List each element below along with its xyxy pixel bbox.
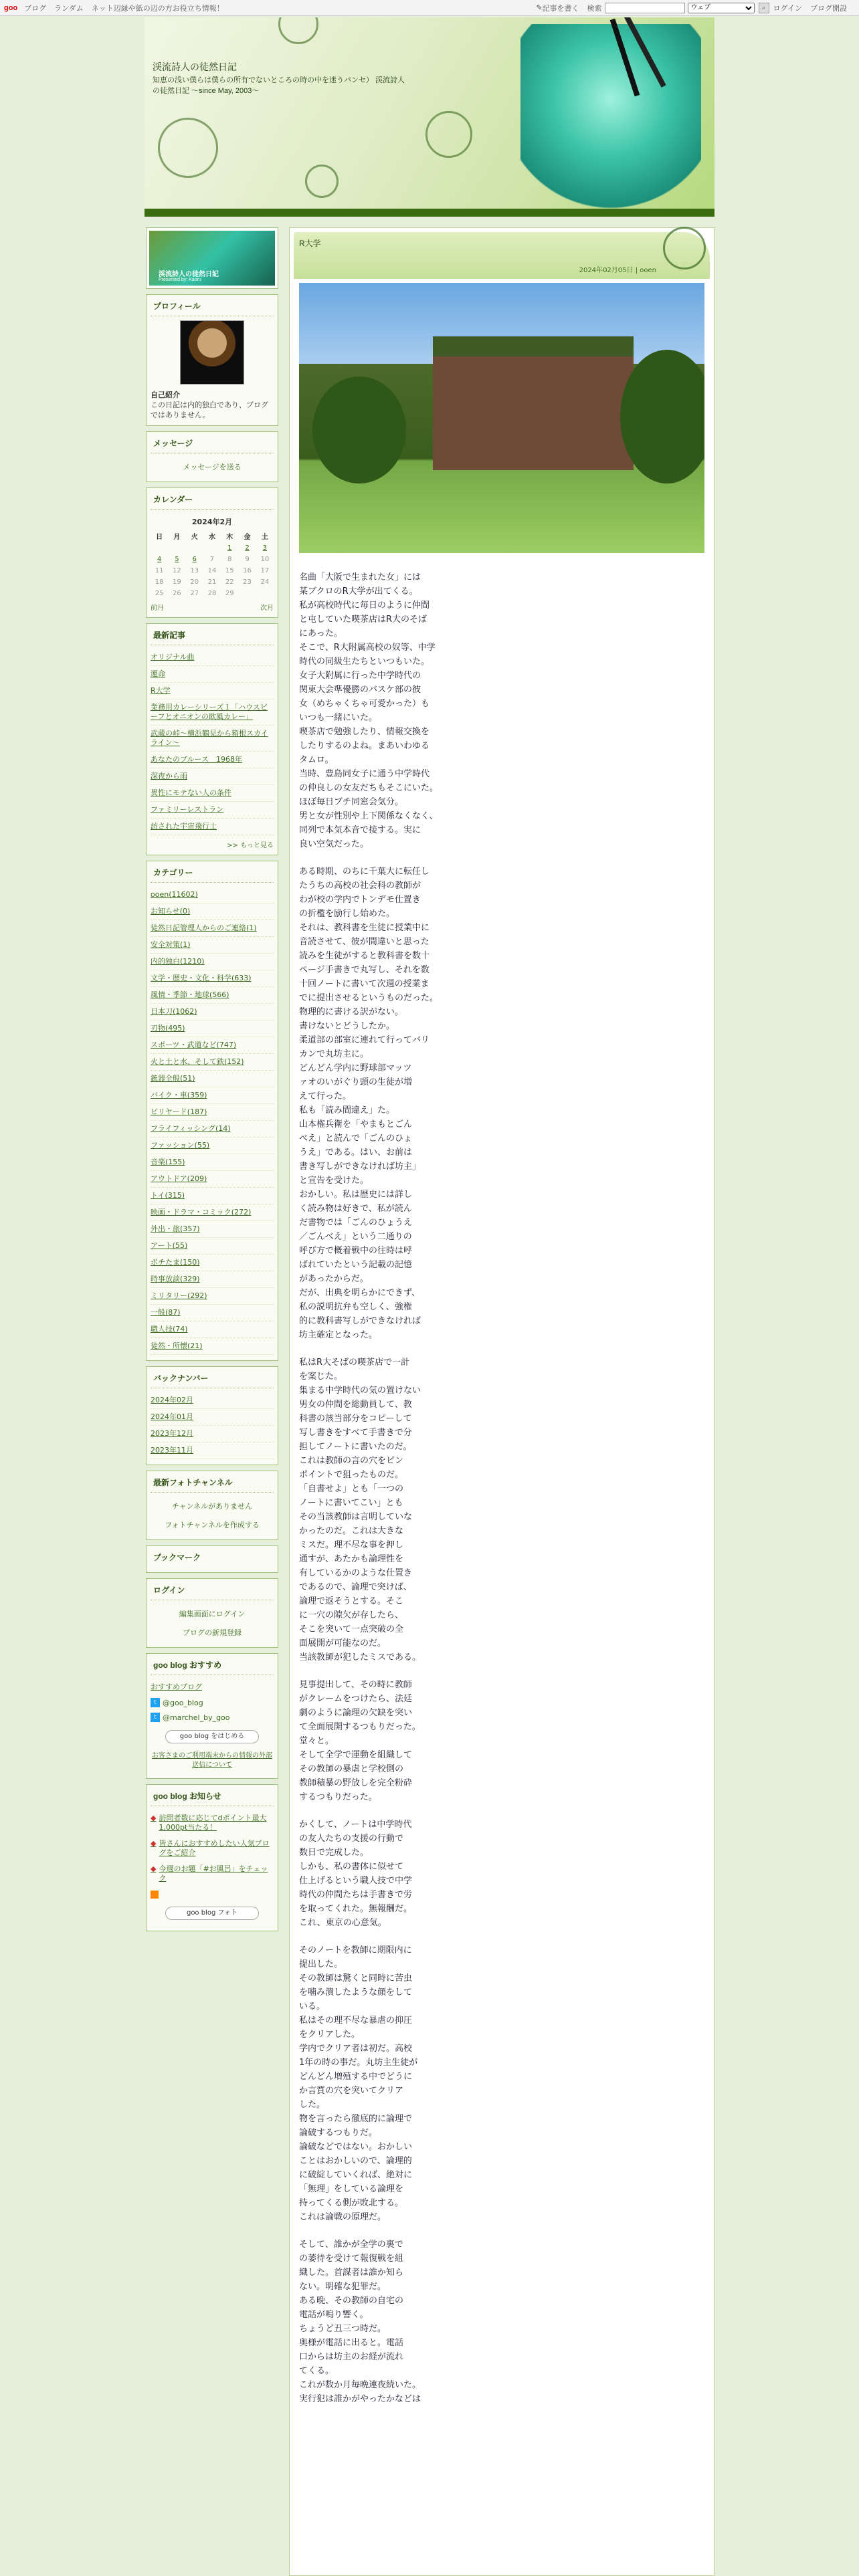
category-link[interactable]: 銃器全般(51)	[151, 1071, 274, 1087]
recent-posts-box	[146, 623, 278, 855]
calendar-day	[238, 588, 256, 599]
category-link[interactable]: 日本刀(1062)	[151, 1004, 274, 1021]
open-blog-link[interactable]: ブログ開設	[810, 3, 847, 13]
tree-shape	[312, 377, 406, 484]
send-message-link[interactable]: メッセージを送る	[183, 463, 242, 471]
calendar-day: 25	[155, 590, 164, 597]
post-paragraph: 見事提出して、その時に教師 がクレームをつけたら、法廷 劇のように論理の欠缺を突い て全面展開するつもりだった。 堂々と。 そして全学で運動を組織して その教師の暴虐と学校側の 教師積暴の野放しを完全粉砕 するつもりだった。	[299, 1680, 421, 1802]
calendar-day: 26	[173, 590, 181, 597]
calendar-week	[151, 554, 274, 565]
post-paragraph: かくして、ノートは中学時代 の友人たちの支援の行動で 数日で完成した。 しかも、私の書体に似せて 仕上げるという職人技で中学 時代の仲間たちは手書きで労 を取ってくれた。無報酬だ。 これ、東京の心意気。	[299, 1820, 413, 1928]
calendar-week	[151, 588, 274, 599]
recent-post-link[interactable]: R大学	[151, 683, 274, 700]
backnumber-box	[146, 1366, 278, 1465]
calendar-day: 14	[207, 567, 217, 574]
category-title: カテゴリー	[151, 864, 274, 883]
post-paragraph: 名曲「大阪で生まれた女」には 某ブクロのR大学が出てくる。 私が高校時代に毎日のように仲間 と屯していた喫茶店はR大のそば にあった。 そこで、R大附属高校の奴等、中学 時代の同級生たちといつもいた。 女子大附属に行った中学時代の 関東大会準優勝のバスケ部の彼 女（めちゃくちゃ可愛かった）も いつも一緒にいた。 喫茶店で勉強したり、情報交換を したりするのよね。まあいわゆる タムロ。 当時、豊島同女子に通う中学時代 の仲良しの女友だちもそこにいた。 ほぼ毎日ブチ同窓会気分。 男と女が性別や上下関係なくなく、 同列で本気本音で接する。実に 良い空気だった。	[299, 572, 439, 849]
university-building-photo	[299, 283, 704, 553]
toolbar-link-info[interactable]: ネット辺縁や紙の辺の方お役立ち情報！	[91, 3, 224, 13]
twitter-icon: t	[151, 1713, 160, 1722]
category-link[interactable]: バイク・車(359)	[151, 1087, 274, 1104]
header-bar	[145, 209, 714, 217]
backnumber-title: バックナンバー	[151, 1370, 274, 1388]
calendar-day-header: 金	[244, 534, 251, 541]
photo-channel-title: 最新フォトチャンネル	[151, 1474, 274, 1493]
calendar-prev-link[interactable]: 前月	[151, 605, 164, 612]
category-link[interactable]: 一般(87)	[151, 1305, 274, 1321]
recent-posts-title: 最新記事	[151, 627, 274, 645]
twitter-link[interactable]: @marchel_by_goo	[163, 1713, 230, 1722]
message-title: メッセージ	[151, 435, 274, 453]
calendar-table	[151, 530, 274, 599]
post-header	[294, 232, 710, 279]
recent-post-link[interactable]: オリジナル曲	[151, 649, 274, 666]
calendar-box	[146, 488, 278, 618]
twitter-row	[151, 1710, 274, 1725]
news-item[interactable]	[151, 1810, 274, 1836]
login-title: ログイン	[151, 1582, 274, 1600]
news-title: goo blog お知らせ	[151, 1788, 274, 1806]
backnumber-link[interactable]: 2023年12月	[151, 1426, 274, 1442]
calendar-nav	[151, 599, 274, 612]
calendar-day: 22	[225, 578, 234, 586]
calendar-day: 28	[207, 590, 217, 597]
category-link[interactable]: ポチたま(150)	[151, 1255, 274, 1271]
post-title[interactable]: R大学	[299, 239, 321, 248]
calendar-day[interactable]: 5	[175, 556, 179, 563]
profile-title: プロフィール	[151, 298, 274, 316]
backnumber-link[interactable]: 2024年02月	[151, 1392, 274, 1409]
category-link[interactable]: 外出・旅(357)	[151, 1221, 274, 1238]
category-link[interactable]: 風情・季節・地球(566)	[151, 987, 274, 1004]
search-icon[interactable]: ⌕	[759, 3, 769, 13]
calendar-day: 17	[260, 567, 270, 574]
news-item-label: 今週のお題「#お風呂」をチェック	[159, 1864, 268, 1883]
category-link[interactable]: 徒然・所懐(21)	[151, 1338, 274, 1355]
register-blog-link[interactable]: ブログの新規登録	[183, 1628, 242, 1637]
intro-label: 自己紹介	[151, 391, 180, 399]
blog-title[interactable]: 渓流詩人の徒然日記	[153, 62, 237, 72]
calendar-next-link[interactable]: 次月	[260, 605, 274, 612]
calendar-day: 10	[260, 556, 270, 563]
calendar-day: 15	[225, 567, 234, 574]
twitter-link[interactable]: @goo_blog	[163, 1698, 203, 1707]
calendar-day: 23	[243, 578, 252, 586]
news-item-label: 皆さんにおすすめしたい人気ブログをご紹介	[159, 1839, 270, 1857]
ivy-building-shape	[433, 336, 634, 470]
message-box	[146, 431, 278, 482]
calendar-day	[151, 542, 168, 554]
category-link[interactable]: ビリヤード(187)	[151, 1104, 274, 1121]
news-item[interactable]	[151, 1836, 274, 1861]
recommend-title: goo blog おすすめ	[151, 1656, 274, 1675]
recent-post-link[interactable]: 業務用カレーシリーズ１「ハウスビーフとオニオンの欧風カレー」	[151, 700, 274, 726]
search-input[interactable]	[605, 3, 685, 13]
calendar-day: 8	[227, 556, 232, 563]
category-link[interactable]: スポーツ・武道など(747)	[151, 1037, 274, 1054]
category-link[interactable]: 文学・歴史・文化・科学(633)	[151, 970, 274, 987]
category-link[interactable]: 徒然日記管理人からのご連絡(1)	[151, 920, 274, 937]
calendar-day: 13	[190, 567, 199, 574]
create-channel-link[interactable]: フォトチャンネルを作成する	[165, 1521, 260, 1529]
calendar-title: カレンダー	[151, 491, 274, 510]
no-channel-text: チャンネルがありません	[171, 1502, 253, 1511]
external-transmission-link[interactable]: お客さまのご利用端末からの情報の外部送信について	[152, 1752, 272, 1769]
category-box	[146, 861, 278, 1361]
search-scope-select[interactable]	[688, 3, 755, 13]
news-item[interactable]	[151, 1861, 274, 1887]
category-link[interactable]: 内的独白(1210)	[151, 954, 274, 970]
category-link[interactable]: 刃物(495)	[151, 1021, 274, 1037]
recent-post-link[interactable]: あなたのブルース 1968年	[151, 752, 274, 768]
backnumber-link[interactable]: 2024年01月	[151, 1409, 274, 1426]
calendar-day: 27	[190, 590, 199, 597]
calendar-week	[151, 576, 274, 588]
calendar-day-header: 日	[156, 534, 163, 541]
calendar-day	[186, 542, 203, 554]
calendar-week	[151, 565, 274, 576]
category-link[interactable]: 音楽(155)	[151, 1154, 274, 1171]
lace-ornament	[158, 118, 218, 178]
recent-post-link[interactable]: 異性にモテない人の条件	[151, 785, 274, 802]
login-box	[146, 1578, 278, 1648]
category-link[interactable]: トイ(315)	[151, 1188, 274, 1204]
lace-ornament	[305, 165, 339, 198]
post-paragraph: そのノートを教師に期限内に 提出した。 その教師は驚くと同時に苦虫 を噛み潰したような顔をして いる。 私はその理不尽な暴虐の抑圧 をクリアした。 学内でクリア者は初だ。高校 1年の時の事だ。丸坊主生徒が どんどん増殖する中でどうに か言質の穴を突いてクリア した。 物を言ったら徹底的に論理で 論破するつもりだ。 論破などではない。おかしい ことはおかしいので、論理的 に破綻していくれば、絶対に 「無理」をしている論理を 持ってくる側が敗北する。 これは論戦の原理だ。	[299, 1945, 418, 2222]
toolbar-link-random[interactable]: ランダム	[54, 3, 84, 13]
recent-post-link[interactable]: ファミリーレストラン	[151, 802, 274, 819]
start-goo-blog-button[interactable]: goo blog をはじめる	[165, 1730, 259, 1743]
top-toolbar	[0, 0, 859, 16]
calendar-day: 9	[245, 556, 250, 563]
calendar-day	[203, 542, 221, 554]
shaved-ice-glass-image	[520, 24, 701, 211]
calendar-day: 18	[155, 578, 164, 586]
post-category-link[interactable]: ooen	[640, 267, 656, 274]
post-meta: 2024年02月05日 | ooen	[579, 267, 656, 274]
news-box	[146, 1784, 278, 1931]
photo-channel-box	[146, 1471, 278, 1540]
intro-text: この日記は内的独白であり、ブログではありません。	[151, 401, 268, 419]
calendar-day: 29	[225, 590, 234, 597]
blog-description: 知恵の浅い僕らは僕らの所有でないところの時の中を迷うパンセ） 渓流詩人の徒然日記 ～since May, 2003～	[153, 76, 405, 95]
edit-login-link[interactable]: 編集画面にログイン	[179, 1610, 246, 1618]
goo-blog-photo-button[interactable]: goo blog フォト	[165, 1907, 259, 1920]
calendar-day-header: 火	[191, 534, 198, 541]
category-link[interactable]: ooen(11602)	[151, 887, 274, 903]
profile-box	[146, 294, 278, 426]
calendar-day-header: 水	[208, 534, 215, 541]
category-link[interactable]: 安全対策(1)	[151, 937, 274, 954]
recommend-blog-link[interactable]: おすすめブログ	[151, 1683, 203, 1691]
calendar-day-header: 土	[261, 534, 268, 541]
bookmark-title: ブックマーク	[153, 1553, 201, 1562]
calendar-day: 7	[209, 556, 215, 563]
calendar-day: 19	[173, 578, 181, 586]
pencil-icon: ✎	[536, 3, 543, 12]
calendar-day: 20	[190, 578, 199, 586]
calendar-day: 16	[243, 567, 252, 574]
twitter-icon: t	[151, 1698, 160, 1707]
post-paragraph: そして、誰かが全学の裏で の萎待を受けて報復戦を組 織した。首謀者は誰か知ら ない。明確な犯罪だ。 ある晩、その教師の自宅の 電話が鳴り響く。 ちょうど丑三つ時だ。 奥様が電話に出ると。電話 口からは坊主のお経が流れ てくる。 これが数か月毎晩連夜続いた。 実行犯は誰かがやったかなどは	[299, 2240, 421, 2404]
calendar-month: 2024年2月	[191, 518, 233, 526]
calendar-day: 11	[155, 567, 164, 574]
calendar-day[interactable]: 2	[245, 544, 250, 552]
recent-post-link[interactable]: 運命	[151, 666, 274, 683]
bookmark-box	[146, 1545, 278, 1573]
more-posts-link[interactable]: >> もっと見る	[227, 842, 274, 849]
avatar	[180, 320, 244, 385]
calendar-day-header: 月	[173, 534, 181, 541]
calendar-day	[256, 588, 274, 599]
blog-header	[145, 17, 714, 217]
calendar-day[interactable]: 1	[227, 544, 232, 552]
calendar-header-row	[151, 530, 274, 542]
calendar-week	[151, 542, 274, 554]
notice-icon: ◆	[151, 1864, 157, 1873]
write-post-link[interactable]: 記事を書く	[542, 3, 579, 13]
category-link[interactable]: お知らせ(0)	[151, 903, 274, 920]
banner-title: 渓流詩人の徒然日記	[159, 271, 219, 278]
post-paragraph: 私はR大そばの喫茶店で一計 を案じた。 集まる中学時代の気の置けない 男女の仲間を総動員して、教 科書の該当部分をコピーして 写し書きをすべて手書きで分 担してノートに書いたのだ。 これは教師の言の穴をピン ポイントで狙ったものだ。 「自書せよ」とも「一つの ノートに書いてこい」とも その当該教師は言明していな かったのだ。これは大きな ミスだ。理不尽な事を押し 通すが、あたかも論理性を 有しているかのような仕置き であるので、論理で突けば、 論理で返そうとする。そこ に一穴の隙欠が存したら、 そこを突いて一点突破の全 面展開が可能なのだ。 当該教師が犯したミスである。	[299, 1358, 421, 1662]
sidebar-banner[interactable]	[146, 227, 278, 289]
post-body	[290, 553, 457, 2406]
calendar-day[interactable]: 3	[262, 544, 268, 552]
category-link[interactable]: 職人技(74)	[151, 1321, 274, 1338]
calendar-day-header: 木	[226, 534, 233, 541]
recent-post-link[interactable]: 武蔵の峠～横浜鶴見から箱根スカイライン～	[151, 726, 274, 752]
backnumber-link[interactable]: 2023年11月	[151, 1442, 274, 1459]
post-paragraph: ある時期、のちに千葉大に転任し たうちの高校の社会科の教師が わが校の学内でトンデモ仕置き の折檻を励行し始めた。 それは、教科書を生徒に授業中に 音読させて、彼が間違いと思った 読みを生徒がすると教科書を数十 ページ手書きで丸写し、それを数 十回ノートに書いて次週の授業ま でに提出させるというものだった。 物理的に書ける訳がない。 書けないとどうしたか。 柔道部の部室に連れて行ってバリ カンで丸坊主に。 どんどん学内に野球部マッツ ァオのいがぐり頭の生徒が増 えて行った。 私も「読み間違え」た。 山本権兵衛を「やまもとごん べえ」と読んで「ごんのひょ うえ」である。はい、お前は 書き写しができなければ坊主」 と宣告を受けた。 おかしい。私は歴史には詳し く読み物は好きで、私が読ん だ書物では「ごんのひょうえ ／ごんべえ」という二通りの 呼び方で概着戦中の往時は呼 ばれていたという記載の記憶 があったからだ。 だが、出典を明らかにできず、 私の説明抗弁も空しく、強権 的に教科書写しができなければ 坊主確定となった。	[299, 867, 439, 1340]
category-link[interactable]: ファッション(55)	[151, 1138, 274, 1154]
main-content	[289, 227, 714, 2576]
calendar-day: 21	[207, 578, 217, 586]
recent-post-link[interactable]: 深夜から雨	[151, 768, 274, 785]
category-link[interactable]: ミリタリー(292)	[151, 1288, 274, 1305]
login-link[interactable]: ログイン	[773, 3, 802, 13]
leaf-ornament-icon	[663, 227, 706, 270]
calendar-day[interactable]: 4	[157, 556, 162, 563]
notice-icon: ◆	[151, 1814, 157, 1822]
toolbar-link-blog[interactable]: ブログ	[24, 3, 47, 13]
recent-post-link[interactable]: 訪された宇宙飛行士	[151, 819, 274, 835]
banner-subtitle: Presented by: Kaoru	[159, 278, 201, 282]
category-link[interactable]: 火と土と水、そして鉄(152)	[151, 1054, 274, 1071]
sidebar	[146, 227, 278, 1937]
goo-logo[interactable]: goo	[4, 3, 18, 12]
category-link[interactable]: フライフィッシング(14)	[151, 1121, 274, 1138]
category-link[interactable]: アート(55)	[151, 1238, 274, 1255]
category-link[interactable]: 時事放談(329)	[151, 1271, 274, 1288]
calendar-day[interactable]: 6	[192, 556, 197, 563]
category-link[interactable]: 映画・ドラマ・コミック(272)	[151, 1204, 274, 1221]
calendar-day: 24	[260, 578, 270, 586]
category-link[interactable]: アウトドア(209)	[151, 1171, 274, 1188]
news-item-label: 訪問者数に応じてdポイント最大1,000pt当たる！	[159, 1814, 267, 1832]
calendar-day	[168, 542, 185, 554]
lace-ornament	[278, 17, 318, 44]
banner-image	[149, 231, 275, 286]
lace-ornament	[425, 111, 472, 158]
twitter-row	[151, 1695, 274, 1710]
notice-icon: ◆	[151, 1839, 157, 1848]
rss-icon[interactable]	[151, 1887, 274, 1901]
post-date-link[interactable]: 2024年02月05日	[579, 267, 634, 274]
recommend-box	[146, 1653, 278, 1779]
search-label: 検索	[587, 3, 602, 13]
calendar-day: 12	[173, 567, 181, 574]
